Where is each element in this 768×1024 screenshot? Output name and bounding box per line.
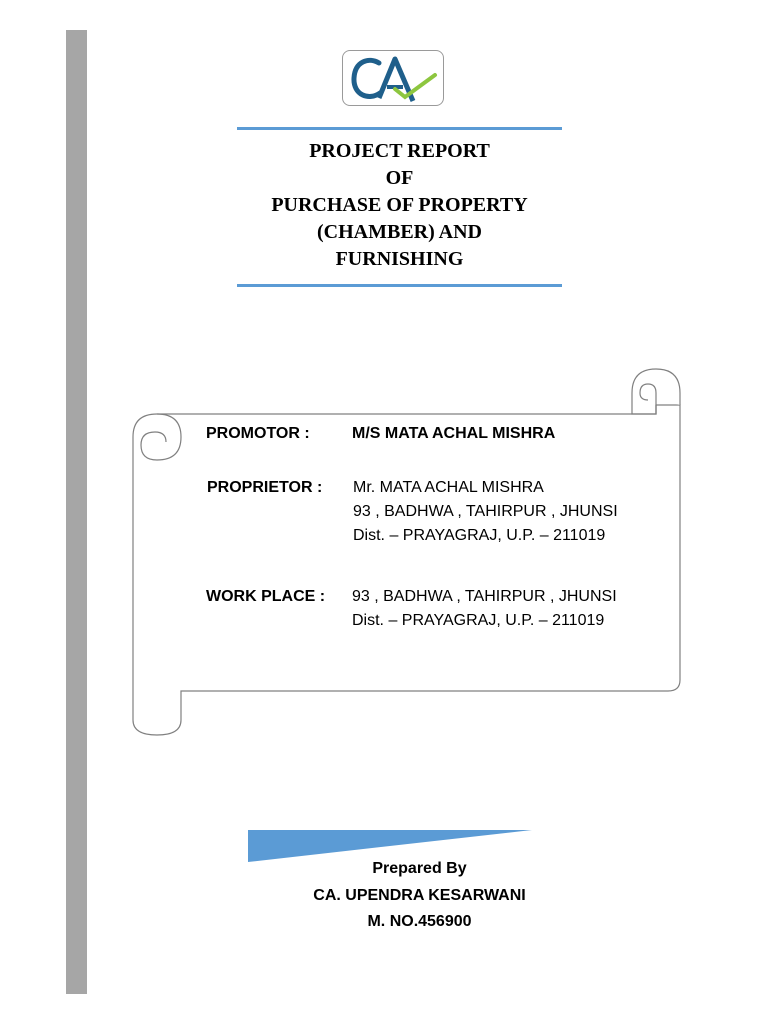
title-line: FURNISHING	[335, 248, 464, 270]
preparer-name: CA. UPENDRA KESARWANI	[313, 886, 526, 904]
promotor-label: PROMOTOR :	[206, 425, 310, 442]
logo-text: CA	[343, 51, 345, 52]
proprietor-name: Mr. MATA ACHAL MISHRA	[353, 479, 544, 496]
work-place-label: WORK PLACE :	[206, 588, 326, 605]
prepared-by-block	[237, 856, 602, 936]
work-place-address-line: Dist. – PRAYAGRAJ, U.P. – 211019	[352, 612, 605, 629]
proprietor-address-line: 93 , BADHWA , TAHIRPUR , JHUNSI	[353, 503, 618, 520]
title-line: PROJECT REPORT	[309, 140, 490, 162]
title-line: OF	[385, 167, 414, 189]
work-place-address-line: 93 , BADHWA , TAHIRPUR , JHUNSI	[352, 588, 617, 605]
proprietor-address-line: Dist. – PRAYAGRAJ, U.P. – 211019	[353, 527, 606, 544]
title-line: PURCHASE OF PROPERTY	[271, 194, 528, 216]
title-line: (CHAMBER) AND	[317, 221, 482, 243]
proprietor-label: PROPRIETOR :	[207, 479, 323, 496]
membership-number: M. NO.456900	[367, 913, 472, 930]
prepared-by-heading: Prepared By	[372, 860, 467, 877]
promotor-value: M/S MATA ACHAL MISHRA	[352, 425, 556, 442]
